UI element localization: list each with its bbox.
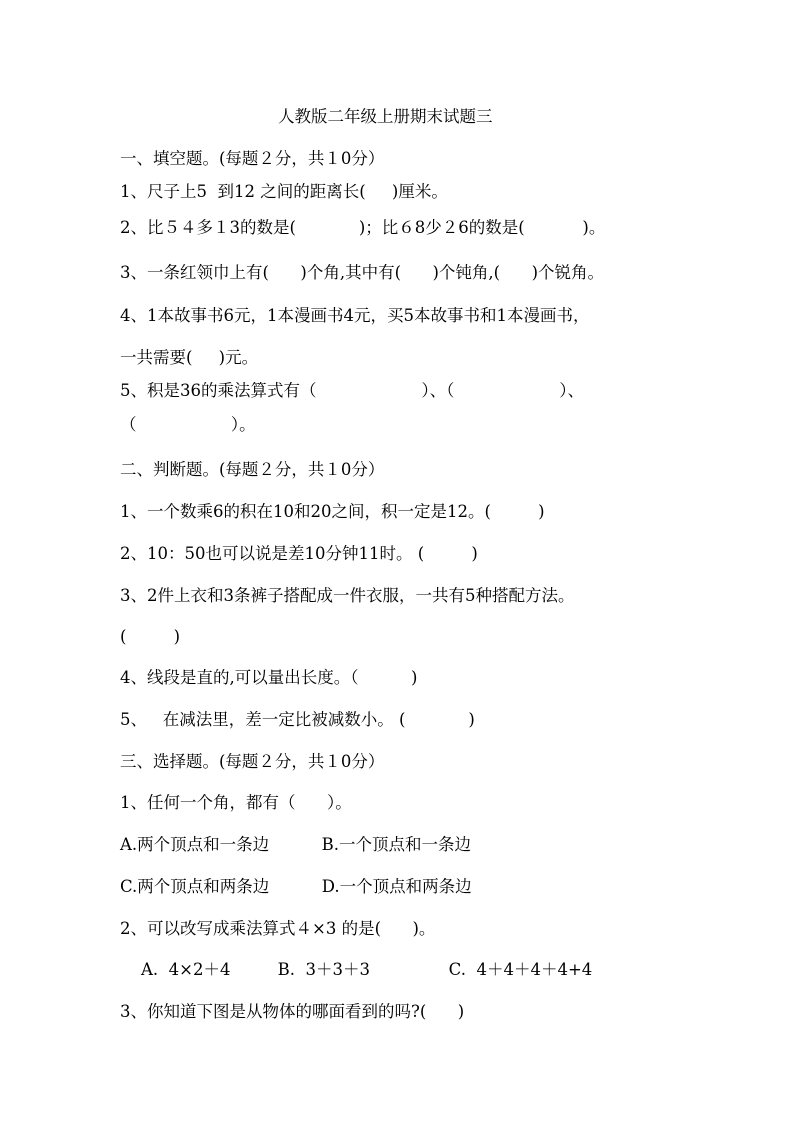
fill-blank-q5-line2: （ ）。 xyxy=(120,415,256,434)
fill-blank-q5-line1: 5、积是36的乘法算式有（ ）、（ ）、 xyxy=(120,381,585,400)
choice-q1: 1、任何一个角，都有（ ）。 xyxy=(120,793,352,812)
true-false-q1: 1、一个数乘6的积在10和20之间，积一定是12。( ) xyxy=(120,502,545,521)
fill-blank-q1: 1、尺子上5 到12 之间的距离长( )厘米。 xyxy=(120,182,448,201)
true-false-q4: 4、线段是直的,可以量出长度。（ ) xyxy=(120,668,418,687)
choice-q1-options-cd: C.两个顶点和两条边 D.一个顶点和两条边 xyxy=(120,877,472,896)
true-false-heading: 二、判断题。(每题２分，共１0分） xyxy=(120,460,385,479)
fill-blank-q3: 3、一条红领巾上有( )个角,其中有( )个钝角,( )个锐角。 xyxy=(120,263,605,282)
fill-blank-heading: 一、填空题。(每题２分，共１0分） xyxy=(120,149,385,168)
true-false-q3-line2: ( ) xyxy=(120,627,181,646)
fill-blank-q4-line2: 一共需要( )元。 xyxy=(120,348,259,367)
choice-q3: 3、你知道下图是从物体的哪面看到的吗?( ) xyxy=(120,1002,465,1021)
choice-q2-options: A. 4×2＋4 B. 3＋3＋3 C. 4＋4＋4＋4+4 xyxy=(120,960,593,979)
exam-title: 人教版二年级上册期末试题三 xyxy=(278,107,493,126)
true-false-q3-line1: 3、2件上衣和3条裤子搭配成一件衣服，一共有5种搭配方法。 xyxy=(120,586,575,605)
choice-q2: 2、可以改写成乘法算式４×3 的是( )。 xyxy=(120,919,436,938)
fill-blank-q2: 2、比５４多１3的数是( )；比６8少２6的数是( )。 xyxy=(120,218,606,237)
true-false-q2: 2、10：50也可以说是差10分钟11时。 ( ) xyxy=(120,544,478,563)
true-false-q5: 5、 在减法里，差一定比被减数小。 ( ) xyxy=(120,710,475,729)
fill-blank-q4-line1: 4、1本故事书6元，1本漫画书4元，买5本故事书和1本漫画书， xyxy=(120,306,590,325)
choice-q1-options-ab: A.两个顶点和一条边 B.一个顶点和一条边 xyxy=(120,835,471,854)
choice-heading: 三、选择题。(每题２分，共１0分） xyxy=(120,752,385,771)
